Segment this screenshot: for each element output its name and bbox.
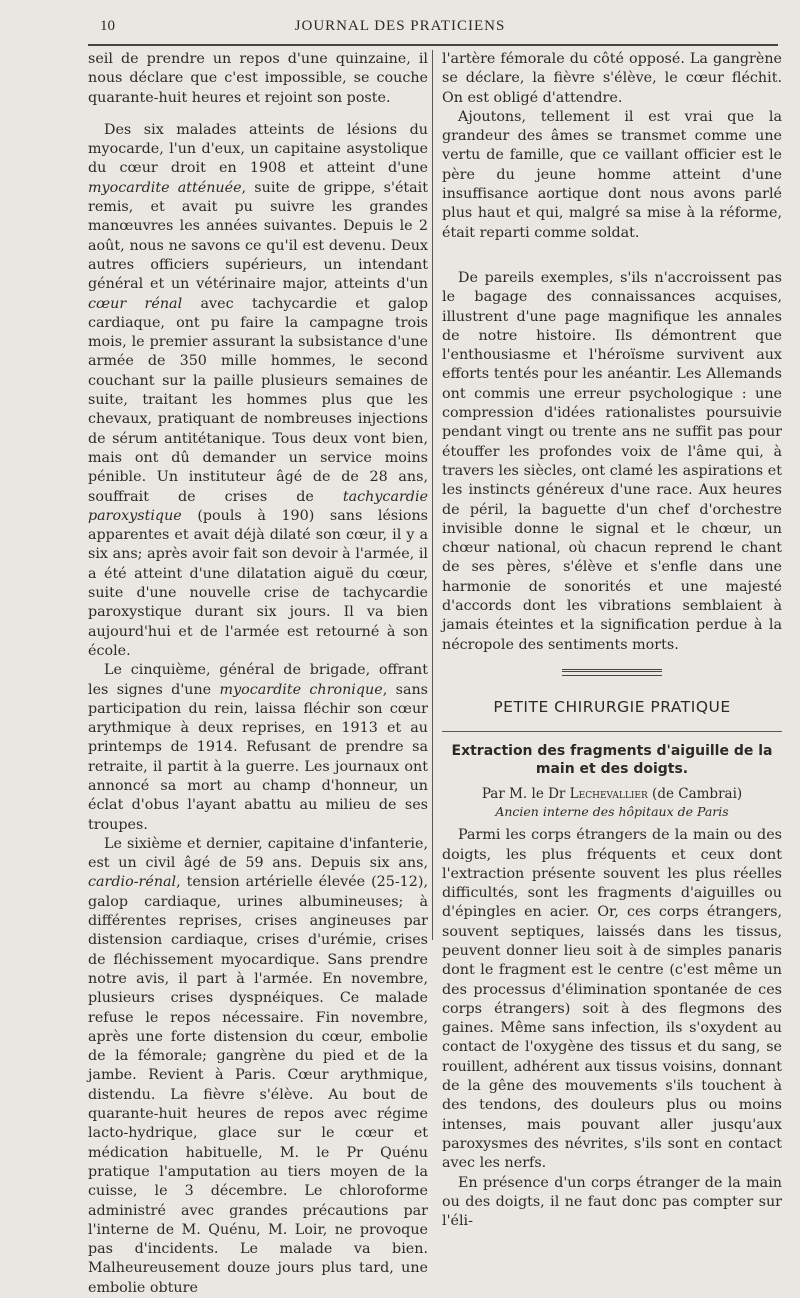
left-column — [88, 50, 428, 1298]
article-title: Extraction des fragments d'aiguille de la main et des doigts. — [451, 743, 773, 778]
page-header — [0, 8, 800, 38]
emphasis: cœur rénal — [88, 295, 183, 312]
emphasis: myocardite chronique — [219, 681, 383, 698]
paragraph: l'artère fémorale du côté opposé. La gangrène se déclare, la fièvre s'élève, le cœur fléchit. On est obligé d'attendre. — [442, 51, 782, 106]
page-number: 10 — [100, 18, 115, 34]
section-rule — [442, 731, 782, 732]
paragraph: En présence d'un corps étranger de la main ou des doigts, il ne faut donc pas compter sur l'éli- — [442, 1174, 782, 1230]
section-title: PETITE CHIRURGIE PRATIQUE — [493, 697, 731, 716]
emphasis: tachycardie paroxystique — [88, 488, 428, 524]
byline: Par M. le Dr Lechevallier (de Cambrai) — [481, 786, 743, 803]
column-divider — [432, 50, 433, 940]
paragraph: seil de prendre un repos d'une quinzaine, il nous déclare que c'est impossible, se couche quarante-huit heures et rejoint son poste. — [88, 51, 428, 106]
paragraph: De pareils exemples, s'ils n'accroissent pas le bagage des connaissances acquises, illustrent d'une page magnifique les annales de notre histoire. Ils démontrent que l'enthousiasme et l'héroïsme survivent aux efforts tentés pour les anéantir. Les Allemands ont commis une erreur psychologique : une compression d'idées rationalistes poursuivie pendant vingt ou trente ans ne suffit pas pour étouffer les profondes voix de l'âme qui, à travers les siècles, ont clamé les aspirations et les instincts généreux d'une race. Aux heures de péril, la baguette d'un chef d'orchestre invisible donne le signal et le chœur, un chœur national, où chacun reprend le chant de ses pères, s'élève et s'enfle dans une harmonie de sonorités et une majesté d'accords dont les vibrations semblaient à jamais éteintes et la signification perdue à la nécropole des sentiments morts. — [442, 269, 782, 653]
paragraph: Le cinquième, général de brigade, offrant les signes d'une myocardite chronique, sans participation du rein, laissa fléchir son cœur arythmique à deux reprises, en 1913 et au printemps de 1914. Refusant de prendre sa retraite, il partit à la guerre. Les journaux ont annoncé sa mort au champ d'honneur, un éclat d'obus l'ayant abattu au milieu de ses troupes. — [88, 662, 429, 833]
running-title: JOURNAL DES PRATICIENS — [294, 18, 506, 34]
emphasis: myocardite atténuée — [88, 179, 242, 196]
emphasis: cardio-rénal — [88, 874, 177, 891]
paragraph: Ajoutons, tellement il est vrai que la grandeur des âmes se transmet comme une vertu de famille, que ce vaillant officier est le père du jeune homme atteint d'une insuffisance aortique dont nous avons parlé plus haut et qui, malgré sa mise à la réforme, était reparti comme soldat. — [442, 108, 782, 241]
paragraph: Parmi les corps étrangers de la main ou des doigts, les plus fréquents et ceux dont l'extraction présente souvent les plus réelles difficultés, sont les fragments d'aiguilles ou d'épingles en acier. Or, ces corps étrangers, souvent septiques, laissés dans les tissus, peuvent donner lieu soit à de simples panaris dont le fragment est le centre (c'est même un des processus d'élimination spontanée de ces corps étrangers) soit à des flegmons des gaines. Même sans infection, ils s'oxydent au contact de l'oxygène des tissus et du sang, se rouillent, adhérent aux tissus voisins, donnant de la gêne des mouvements s'ils touchent à des tendons, des douleurs plus ou moins intenses, mais pouvant aller jusqu'aux paroxysmes des névrites, s'ils sont en contact avec les nerfs. — [442, 827, 782, 1172]
paragraph: Le sixième et dernier, capitaine d'infanterie, est un civil âgé de 59 ans. Depuis six ans, cardio-rénal, tension artérielle élevée (25-12), galop cardiaque, urines albumineuses; à différentes reprises, crises angineuses par distension cardiaque, crises d'urémie, crises de fléchissement myocardique. Sans prendre notre avis, il part à l'armée. En novembre, plusieurs crises dyspnéiques. Ce malade refuse le repos nécessaire. Fin novembre, après une forte distension du cœur, embolie de la fémorale; gangrène du pied et de la jambe. Revient à Paris. Cœur arythmique, distendu. La fièvre s'élève. Au bout de quarante-huit heures de repos avec régime lacto-hydrique, glace sur le cœur et médication habituelle, M. le Pr Quénu pratique l'amputation au tiers moyen de la cuisse, le 3 décembre. Le chloroforme administré avec grandes précautions par l'interne de M. Quénu, M. Loir, ne provoque pas d'incidents. Le malade va bien. Malheureusement douze jours plus tard, une embolie obture — [88, 835, 428, 1296]
paragraph: Des six malades atteints de lésions du myocarde, l'un d'eux, un capitaine asystolique du cœur droit en 1908 et atteint d'une myocardite atténuée, suite de grippe, s'était remis, et avait pu suivre les grandes manœuvres les années suivantes. Depuis le 2 août, nous ne savons ce qu'il est devenu. Deux autres officiers supérieurs, un intendant général et un vétérinaire major, atteints d'un cœur rénal avec tachycardie et galop cardiaque, ont pu faire la campagne trois mois, le premier assurant la subsistance d'une armée de 350 mille hommes, le second couchant sur la paille plusieurs semaines de suite, traitant les hommes plus que les chevaux, pratiquant de nombreuses injections de sérum antitétanique. Tous deux vont bien, mais ont dû demander un service moins pénible. Un instituteur âgé de de 28 ans, souffrait de crises de tachycardie paroxystique (pouls à 190) sans lésions apparentes et avait déjà dilaté son cœur, il y a six ans; après avoir fait son devoir à l'armée, il a été atteint d'une dilatation aiguë du cœur, suite d'une nouvelle crise de tachycardie paroxystique durant six jours. Il va bien aujourd'hui et de l'armée est retourné à son école. — [88, 121, 428, 659]
header-rule — [88, 44, 778, 46]
right-column — [442, 50, 782, 1231]
author-affiliation: Ancien interne des hôpitaux de Paris — [495, 804, 729, 820]
author-name: Lechevallier — [569, 786, 648, 803]
section-ornament — [562, 669, 662, 676]
